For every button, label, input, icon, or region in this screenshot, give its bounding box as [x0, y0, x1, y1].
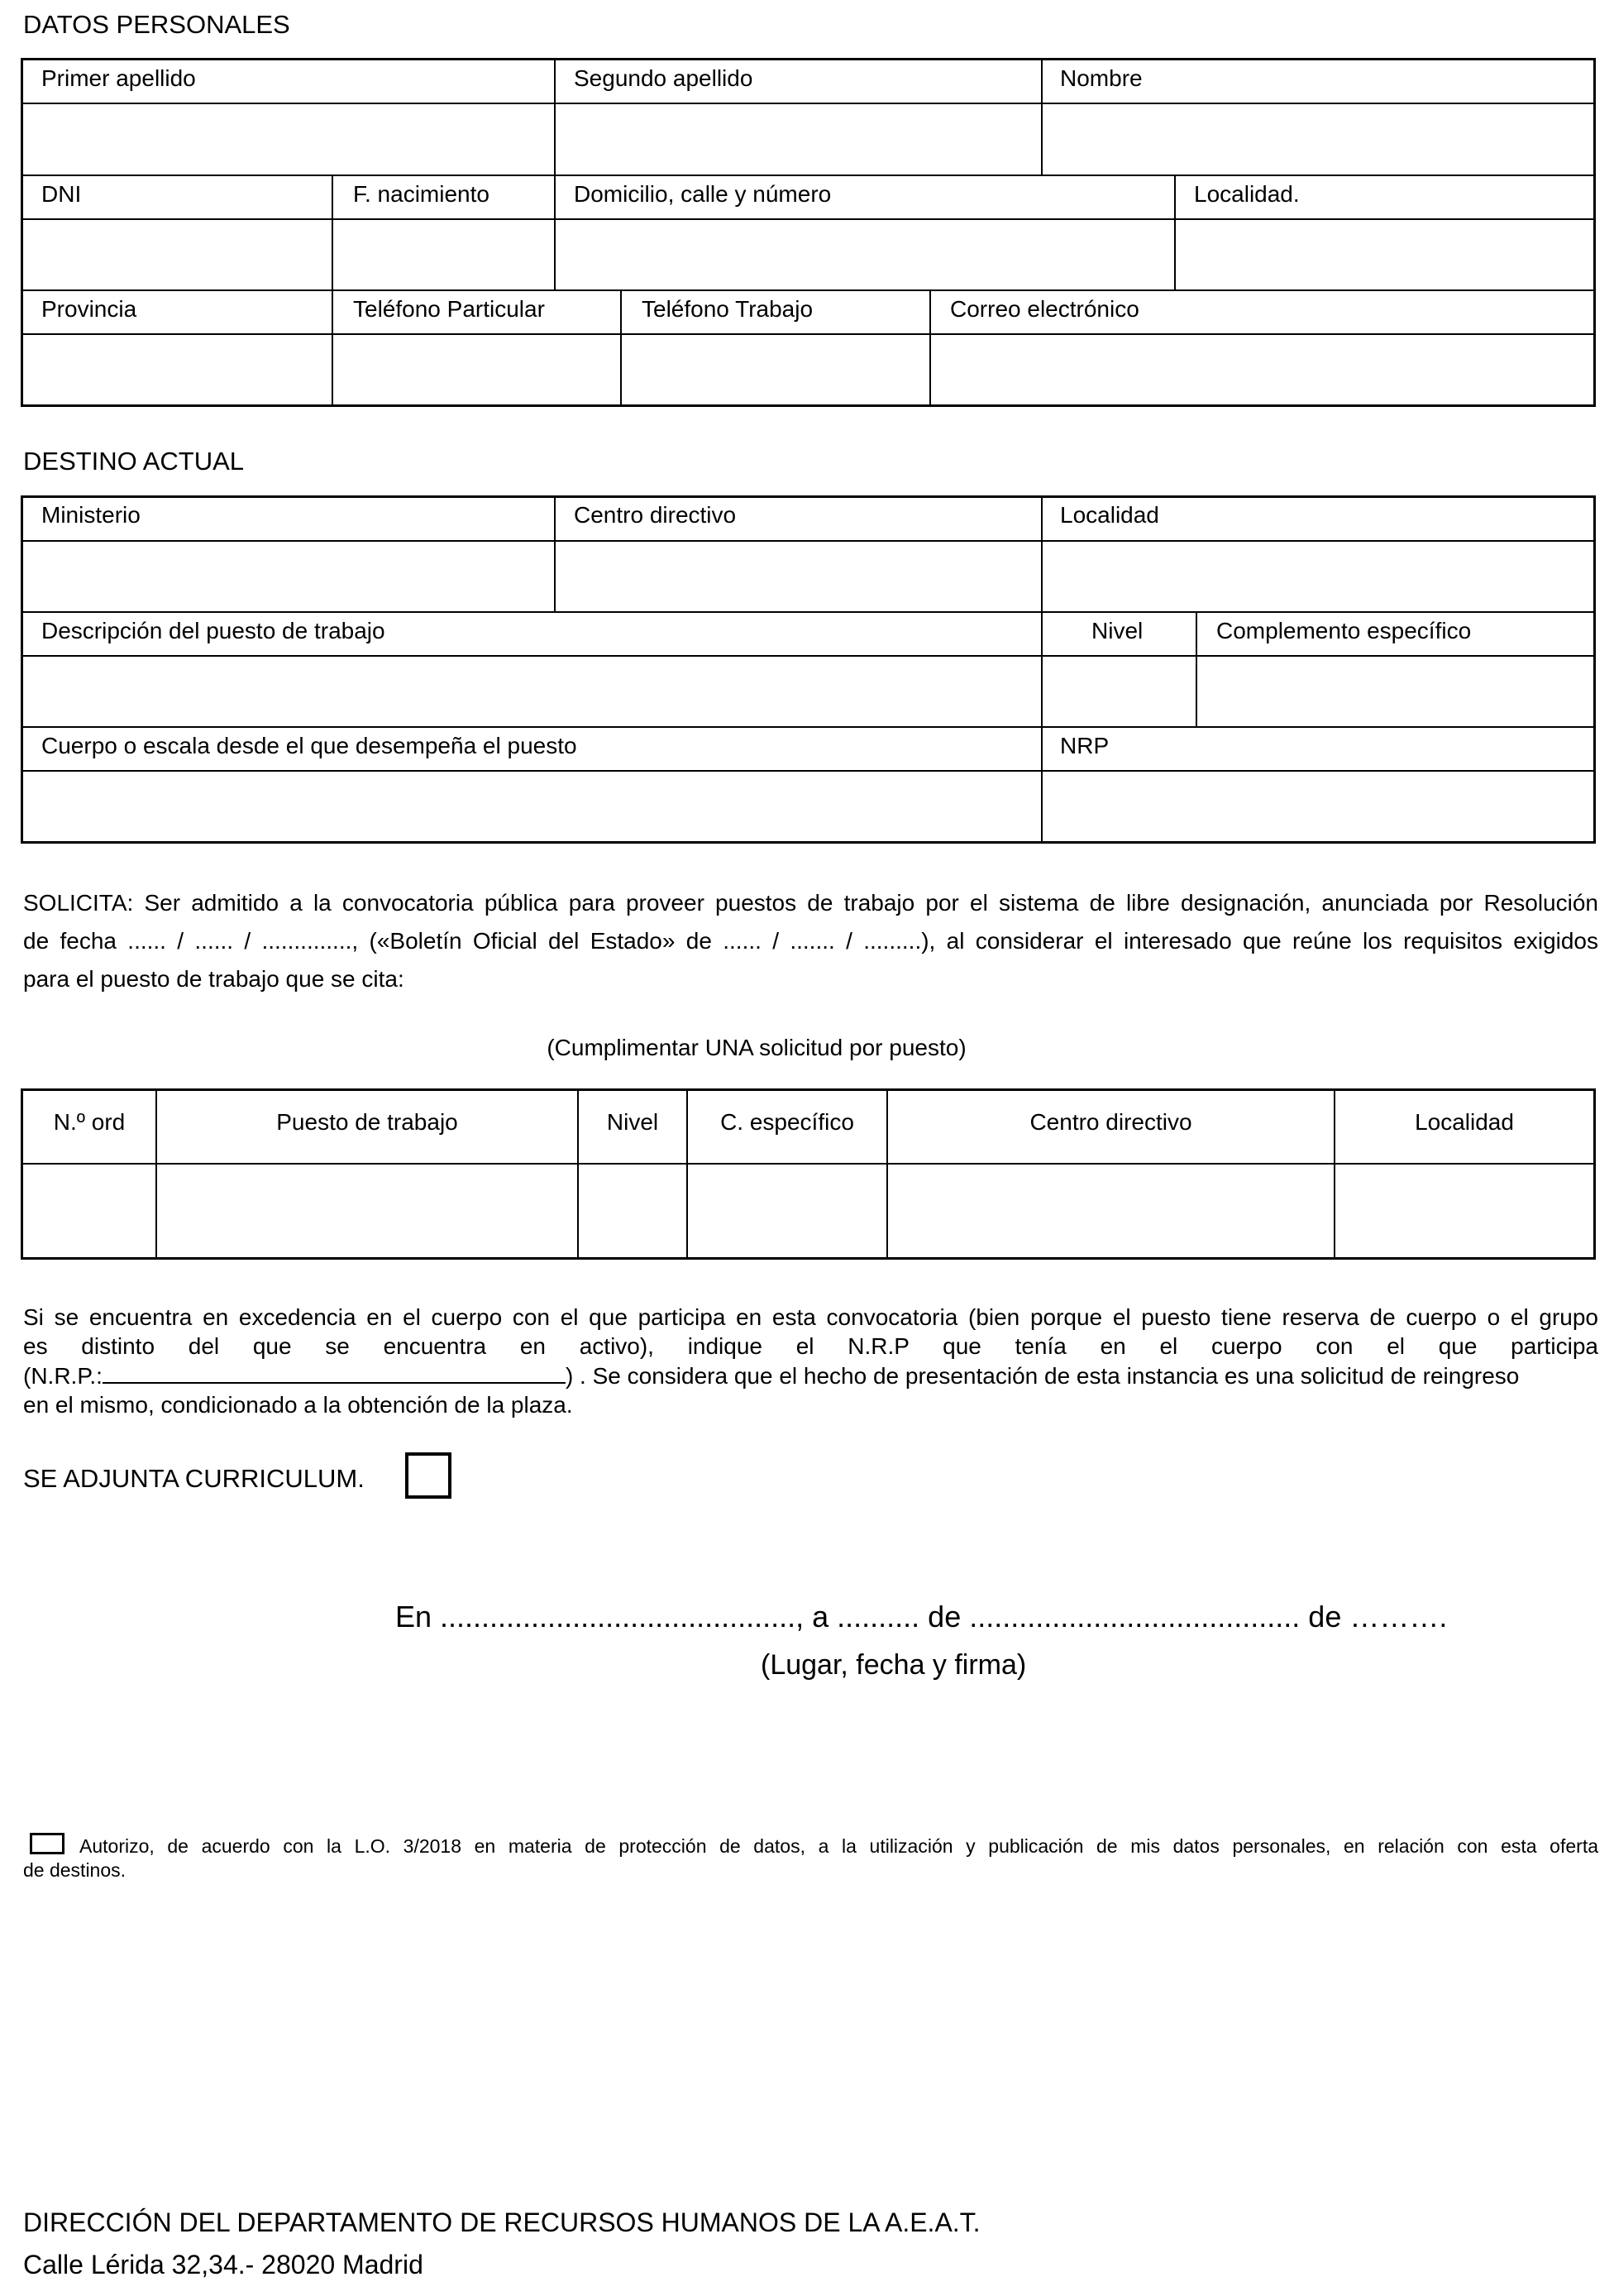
cuerpo-escala-field[interactable] [23, 772, 1041, 841]
label-localidad: Localidad. [1194, 181, 1300, 207]
label-cuerpo-escala: Cuerpo o escala desde el que desempeña el puesto [41, 733, 577, 758]
complemento-especifico-field[interactable] [1197, 657, 1593, 726]
excedencia-line-1: Si se encuentra en excedencia en el cuerpo con el que participa en esta convocatoria (bien porque el puesto tiene reserva de cuerpo o el grupo [23, 1304, 1598, 1330]
header-c-especifico: C. específico [720, 1109, 854, 1135]
divider [21, 289, 1596, 291]
header-localidad: Localidad [1415, 1109, 1514, 1135]
solicita-line-3: para el puesto de trabajo que se cita: [23, 966, 404, 992]
excedencia-line-4: en el mismo, condicionado a la obtención de la plaza. [23, 1392, 573, 1418]
segundo-apellido-field[interactable] [556, 104, 1041, 175]
nrp-field[interactable] [1043, 772, 1593, 841]
footer-address: Calle Lérida 32,34.- 28020 Madrid [23, 2250, 423, 2279]
primer-apellido-field[interactable] [23, 104, 554, 175]
footer-direccion: DIRECCIÓN DEL DEPARTAMENTO DE RECURSOS HUMANOS DE LA A.E.A.T. [23, 2208, 981, 2237]
label-ministerio: Ministerio [41, 502, 141, 528]
nrp-suffix: ) . Se considera que el hecho de presentación de esta instancia es una solicitud de reingreso [565, 1363, 1520, 1389]
descripcion-puesto-field[interactable] [23, 657, 1041, 726]
telefono-trabajo-field[interactable] [622, 335, 929, 404]
centro-directivo-field[interactable] [556, 542, 1041, 611]
label-centro-directivo: Centro directivo [574, 502, 737, 528]
curriculum-label: SE ADJUNTA CURRICULUM. [23, 1464, 365, 1493]
label-complemento-especifico: Complemento específico [1216, 618, 1472, 643]
localidad-destino-field[interactable] [1043, 542, 1593, 611]
correo-electronico-field[interactable] [931, 335, 1593, 404]
autorizo-line-2: de destinos. [23, 1859, 127, 1881]
label-telefono-particular: Teléfono Particular [353, 296, 545, 322]
dni-field[interactable] [23, 220, 332, 289]
localidad-field[interactable] [1176, 220, 1593, 289]
label-dni: DNI [41, 181, 82, 207]
divider [21, 611, 1596, 613]
puesto-nivel-field[interactable] [579, 1165, 686, 1257]
nombre-field[interactable] [1043, 104, 1593, 175]
puesto-trabajo-field[interactable] [157, 1165, 577, 1257]
solicita-line-2: de fecha ...... / ...... / .............., («Boletín Oficial del Estado» de ...... / ....... / .........), al considerar el interesado que reúne los requisitos exigidos [23, 928, 1598, 954]
label-nivel: Nivel [1091, 618, 1144, 643]
nrp-excedencia-input[interactable] [103, 1361, 566, 1384]
autorizo-line-1: Autorizo, de acuerdo con la L.O. 3/2018 en materia de protección de datos, a la utilización y publicación de mis datos personales, en relación con esta oferta [79, 1835, 1598, 1857]
header-centro-directivo: Centro directivo [1029, 1109, 1192, 1135]
excedencia-line-2: es distinto del que se encuentra en activo), indique el N.R.P que tenía en el cuerpo con el que participa [23, 1333, 1598, 1359]
solicitud-note: (Cumplimentar UNA solicitud por puesto) [547, 1035, 967, 1060]
puesto-centro-directivo-field[interactable] [888, 1165, 1334, 1257]
destino-actual-heading: DESTINO ACTUAL [23, 447, 244, 476]
label-nrp: NRP [1060, 733, 1110, 758]
domicilio-field[interactable] [556, 220, 1174, 289]
telefono-particular-field[interactable] [333, 335, 620, 404]
nrp-prefix: (N.R.P.: [23, 1363, 103, 1389]
c-especifico-field[interactable] [688, 1165, 886, 1257]
nivel-field[interactable] [1043, 657, 1196, 726]
solicita-line-1: SOLICITA: Ser admitido a la convocatoria pública para proveer puestos de trabajo por el sistema de libre designación, anunciada por Resolución [23, 890, 1598, 916]
puesto-localidad-field[interactable] [1335, 1165, 1593, 1257]
header-n-ord: N.º ord [53, 1109, 126, 1135]
ministerio-field[interactable] [23, 542, 554, 611]
autorizo-checkbox[interactable] [30, 1833, 64, 1854]
excedencia-line-3 [23, 1361, 1598, 1390]
label-telefono-trabajo: Teléfono Trabajo [642, 296, 814, 322]
header-nivel: Nivel [606, 1109, 659, 1135]
excedencia-paragraph [23, 1303, 1598, 1419]
datos-personales-heading: DATOS PERSONALES [23, 10, 290, 39]
firma-caption: (Lugar, fecha y firma) [761, 1649, 1027, 1681]
fecha-nacimiento-field[interactable] [333, 220, 554, 289]
firma-line: En ..........................................., a .......... de ........................................ de ………. [395, 1600, 1448, 1634]
label-localidad: Localidad [1060, 502, 1159, 528]
label-correo-electronico: Correo electrónico [950, 296, 1139, 322]
label-fecha-nacimiento: F. nacimiento [353, 181, 489, 207]
provincia-field[interactable] [23, 335, 332, 404]
label-provincia: Provincia [41, 296, 137, 322]
header-puesto-trabajo: Puesto de trabajo [276, 1109, 458, 1135]
label-nombre: Nombre [1060, 65, 1143, 91]
divider [21, 726, 1596, 728]
label-descripcion-puesto: Descripción del puesto de trabajo [41, 618, 385, 643]
divider [21, 175, 1596, 176]
label-segundo-apellido: Segundo apellido [574, 65, 753, 91]
solicita-paragraph [23, 884, 1598, 998]
label-primer-apellido: Primer apellido [41, 65, 196, 91]
label-domicilio: Domicilio, calle y número [574, 181, 832, 207]
n-ord-field[interactable] [23, 1165, 155, 1257]
curriculum-checkbox[interactable] [405, 1452, 451, 1499]
